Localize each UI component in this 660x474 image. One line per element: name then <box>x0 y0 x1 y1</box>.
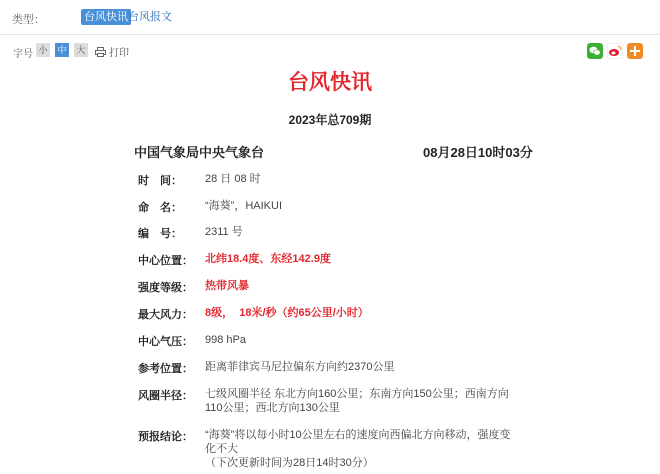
tag-typhoon-bulletin[interactable]: 台风报文 <box>128 11 172 23</box>
type-filter-bar <box>0 0 660 35</box>
row-key: 强度等级： <box>138 282 193 294</box>
font-size-label: 字号 <box>13 49 33 60</box>
row-key: 最大风力： <box>138 309 193 321</box>
row-key: 中心气压： <box>138 336 193 348</box>
print-label: 打印 <box>109 48 129 59</box>
row-value: 热带风暴 <box>205 280 249 292</box>
row-value: 8级， 18米/秒（约65公里/小时） <box>205 307 369 319</box>
row-value: “海葵”，HAIKUI <box>205 200 282 212</box>
print-button[interactable] <box>95 44 129 59</box>
wechat-icon[interactable] <box>587 43 603 59</box>
font-size-medium-button[interactable]: 中 <box>55 43 69 57</box>
row-key: 中心位置： <box>138 255 193 267</box>
row-value: 2311 号 <box>205 226 243 238</box>
forecast-text: “海葵”将以每小时10公里左右的速度向西偏北方向移动，强度变化不大 <box>205 429 511 455</box>
row-key: 风圈半径： <box>138 390 193 402</box>
row-value: 七级风圈半径 东北方向160公里；东南方向150公里；西南方向110公里；西北方向130公里 <box>205 388 509 414</box>
bulletin-issue: 2023年总709期 <box>288 113 372 127</box>
issuing-org: 中国气象局中央气象台 <box>134 145 265 160</box>
weibo-icon[interactable] <box>607 43 623 59</box>
tag-typhoon-flash[interactable]: 台风快讯 <box>81 9 131 25</box>
row-key: 预报结论： <box>138 431 193 443</box>
more-share-icon[interactable] <box>627 43 643 59</box>
row-value <box>205 428 520 470</box>
row-key: 编 号： <box>138 228 182 240</box>
row-value: 998 hPa <box>205 334 246 346</box>
bulletin-title: 台风快讯 <box>288 71 372 94</box>
next-update-note: （下次更新时间为28日14时30分） <box>205 457 374 469</box>
article-toolbar <box>0 42 660 62</box>
row-value: 北纬18.4度、东经142.9度 <box>205 253 331 265</box>
row-value: 28 日 08 时 <box>205 173 261 185</box>
row-key: 参考位置： <box>138 363 193 375</box>
font-size-small-button[interactable]: 小 <box>36 43 50 57</box>
font-size-large-button[interactable]: 大 <box>74 43 88 57</box>
printer-icon <box>95 47 106 57</box>
type-label: 类型： <box>12 14 45 26</box>
issue-datetime: 08月28日10时03分 <box>423 145 533 160</box>
row-value: 距离菲律宾马尼拉偏东方向约2370公里 <box>205 361 395 373</box>
row-key: 时 间： <box>138 175 182 187</box>
row-key: 命 名： <box>138 202 182 214</box>
